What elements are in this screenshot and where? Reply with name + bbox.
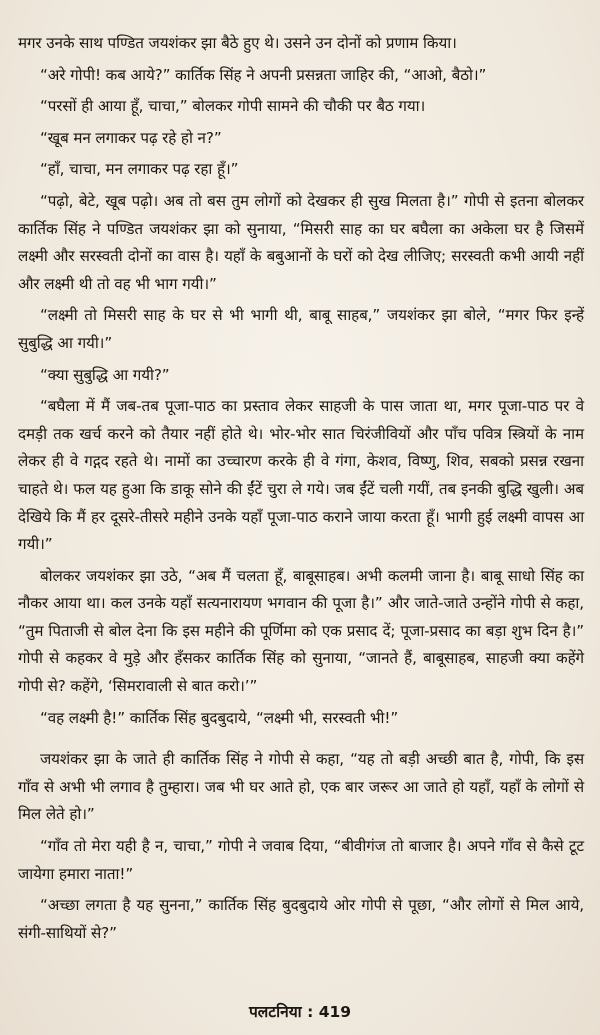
paragraph-1: मगर उनके साथ पण्डित जयशंकर झा बैठे हुए थे। उसने उन दोनों को प्रणाम किया। xyxy=(18,34,457,52)
paragraph-10: बोलकर जयशंकर झा उठे, “अब मैं चलता हूँ, बाबूसाहब। अभी कलमी जाना है। बाबू साधो सिंह का नौकर आया था। कल उनके यहाँ सत्यनारायण भगवान की पूजा है।” और जाते-जाते उन्होंने गोपी से कहा, “तुम पिताजी से बोल देना कि इस महीने की पूर्णिमा को एक प्रसाद दें; पूजा-प्रसाद का बड़ा शुभ दिन है।” गोपी से कहकर वे मुड़े और हँसकर कार्तिक सिंह को सुनाया, “जानते हैं, बाबूसाहब, साहजी क्या कहेंगे गोपी से? कहेंगे, ‘सिमरावाली से बात करो।’” xyxy=(18,566,584,696)
paragraph-14: “अच्छा लगता है यह सुनना,” कार्तिक सिंह बुदबुदाये ओर गोपी से पूछा, “और लोगों से मिल आये, संगी-साथियों से?” xyxy=(18,896,584,942)
page-footer-title: पलटनिया : 419 xyxy=(248,1003,352,1021)
paragraph-8: “क्या सुबुद्धि आ गयी?” xyxy=(40,365,170,384)
paragraph-6: “पढ़ो, बेटे, खूब पढ़ो। अब तो बस तुम लोगों को देखकर ही सुख मिलता है।” गोपी से इतना बोलकर कार्तिक सिंह ने पण्डित जयशंकर झा को सुनाया, “मिसरी साह का घर बघैला का अकेला घर है जिसमें लक्ष्मी और सरस्वती दोनों का वास है। यहाँ के बबुआनों के घरों को देख लीजिए; सरस्वती कभी आयी नहीं और लक्ष्मी थी तो वह भी भाग गयी।” xyxy=(18,191,584,293)
paragraph-13: “गाँव तो मेरा यही है न, चाचा,” गोपी ने जवाब दिया, “बीवीगंज तो बाजार है। अपने गाँव से कैसे टूट जायेगा हमारा नाता!” xyxy=(18,837,584,883)
paragraph-9: “बघैला में मैं जब-तब पूजा-पाठ का प्रस्ताव लेकर साहजी के पास जाता था, मगर पूजा-पाठ पर वे दमड़ी तक खर्च करने को तैयार नहीं होते थे। भोर-भोर सात चिरंजीवियों और पाँच पवित्र स्त्रियों के नाम लेकर ही वे गद्गद रहते थे। नामों का उच्चारण करके ही वे गंगा, केशव, विष्णु, शिव, सबको प्रसन्न रखना चाहते थे। फल यह हुआ कि डाकू सोने की ईंटें चुरा ले गये। जब ईंटें चली गयीं, तब इनकी बुद्धि खुली। अब देखिये कि मैं हर दूसरे-तीसरे महीने उनके यहाँ पूजा-पाठ कराने जाया करता हूँ। भागी हुई लक्ष्मी वापस आ गयी।” xyxy=(18,397,584,554)
paragraph-12: जयशंकर झा के जाते ही कार्तिक सिंह ने गोपी से कहा, “यह तो बड़ी अच्छी बात है, गोपी, कि इस गाँव से अभी भी लगाव है तुम्हारा। जब भी घर आते हो, एक बार जरूर आ जाते हो यहाँ, यहाँ के लोगों से मिल लेते हो।” xyxy=(18,750,584,824)
paragraph-7: “लक्ष्मी तो मिसरी साह के घर से भी भागी थी, बाबू साहब,” जयशंकर झा बोले, “मगर फिर इन्हें सुबुद्धि आ गयी।” xyxy=(18,306,584,352)
paragraph-5: “हाँ, चाचा, मन लगाकर पढ़ रहा हूँ।” xyxy=(40,160,239,179)
paragraph-3: “परसों ही आया हूँ, चाचा,” बोलकर गोपी सामने की चौकी पर बैठ गया। xyxy=(40,97,426,116)
paragraph-2: “अरे गोपी! कब आये?” कार्तिक सिंह ने अपनी प्रसन्नता जाहिर की, “आओ, बैठो।” xyxy=(40,65,487,84)
page-body-text xyxy=(18,30,584,951)
paragraph-11: “वह लक्ष्मी है!” कार्तिक सिंह बुदबुदाये, “लक्ष्मी भी, सरस्वती भी!” xyxy=(40,708,399,727)
paragraph-4: “खूब मन लगाकर पढ़ रहे हो न?” xyxy=(40,128,222,147)
